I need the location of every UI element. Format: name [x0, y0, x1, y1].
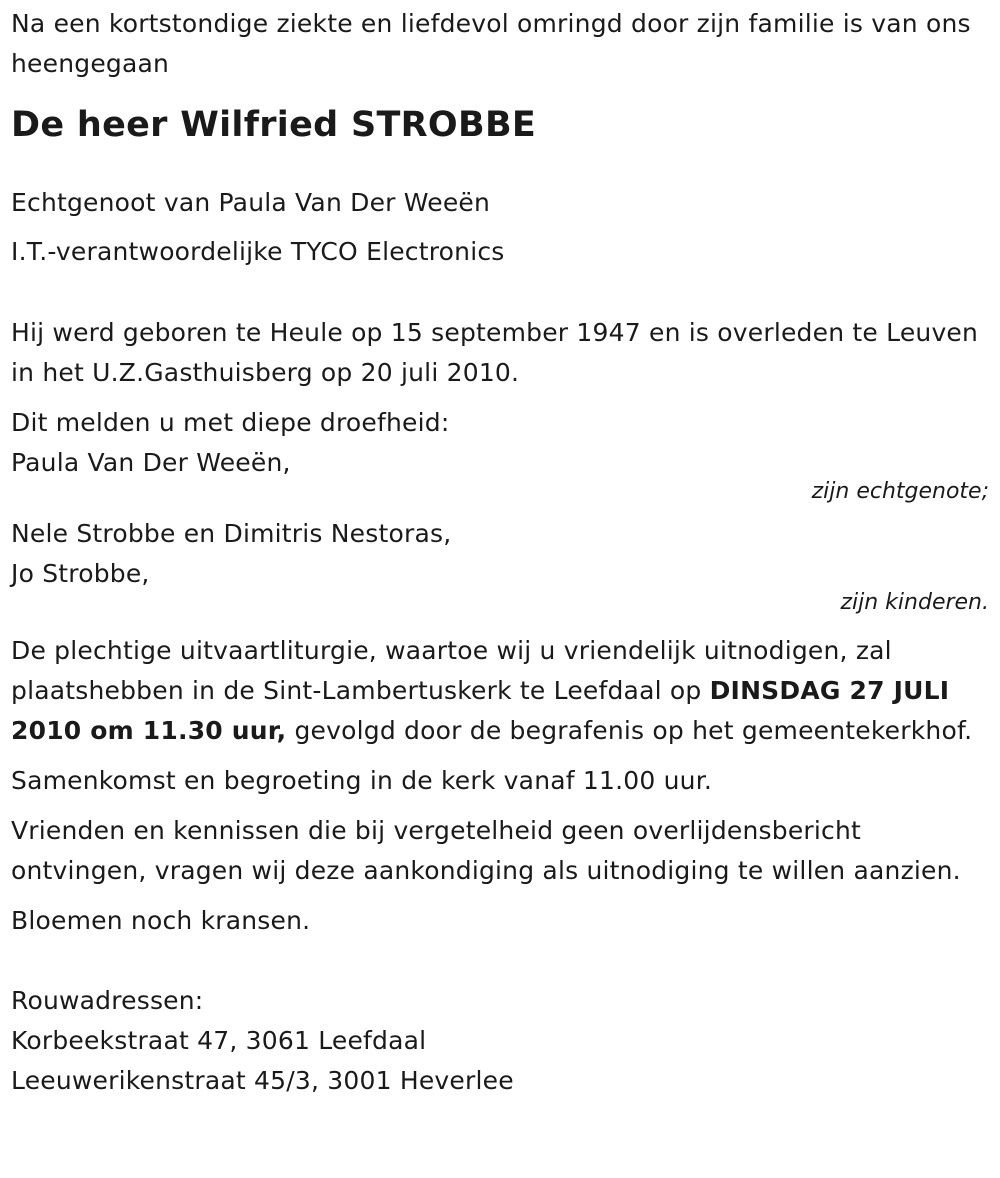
birth-death-text: Hij werd geboren te Heule op 15 september 1947 en is overleden te Leuven in het U.Z.Gasthuisberg op 20 juli 2010. [11, 318, 979, 387]
mourner-children-role: zijn kinderen. [840, 590, 989, 615]
obituary-notice [11, 0, 991, 1101]
address-2: Leeuwerikenstraat 45/3, 3001 Heverlee [11, 1066, 514, 1095]
funeral-text-part1: De plechtige uitvaartliturgie, waartoe wij u vriendelijk uitnodigen, zal plaatshebben in de Sint-Lambertuskerk te Leefdaal op [11, 636, 892, 705]
mourner-child-1: Nele Strobbe en Dimitris Nestoras, [11, 519, 452, 548]
addresses-label: Rouwadressen: [11, 986, 204, 1015]
funeral-text-part2: gevolgd door de begrafenis op het gemeentekerkhof. [286, 716, 973, 745]
deceased-name: De heer Wilfried STROBBE [11, 105, 537, 145]
spouse-line: Echtgenoot van Paula Van Der Weeën [11, 188, 491, 217]
announcement-text: Dit melden u met diepe droefheid: [11, 408, 450, 437]
address-1: Korbeekstraat 47, 3061 Leefdaal [11, 1026, 427, 1055]
job-line: I.T.-verantwoordelijke TYCO Electronics [11, 237, 505, 266]
funeral-text [11, 631, 991, 751]
mourner-child-2: Jo Strobbe, [11, 559, 150, 588]
funeral-date-time: DINSDAG 27 JULI 2010 om 11.30 uur, [11, 676, 950, 745]
mourner-spouse-role: zijn echtgenote; [811, 479, 989, 504]
mourner-spouse-name: Paula Van Der Weeën, [11, 448, 291, 477]
flowers-text: Bloemen noch kransen. [11, 906, 311, 935]
friends-text: Vrienden en kennissen die bij vergetelheid geen overlijdensbericht ontvingen, vragen wij deze aankondiging als uitnodiging te willen aanzien. [11, 816, 961, 885]
gathering-text: Samenkomst en begroeting in de kerk vanaf 11.00 uur. [11, 766, 713, 795]
intro-text: Na een kortstondige ziekte en liefdevol omringd door zijn familie is van ons heengegaan [11, 9, 971, 78]
